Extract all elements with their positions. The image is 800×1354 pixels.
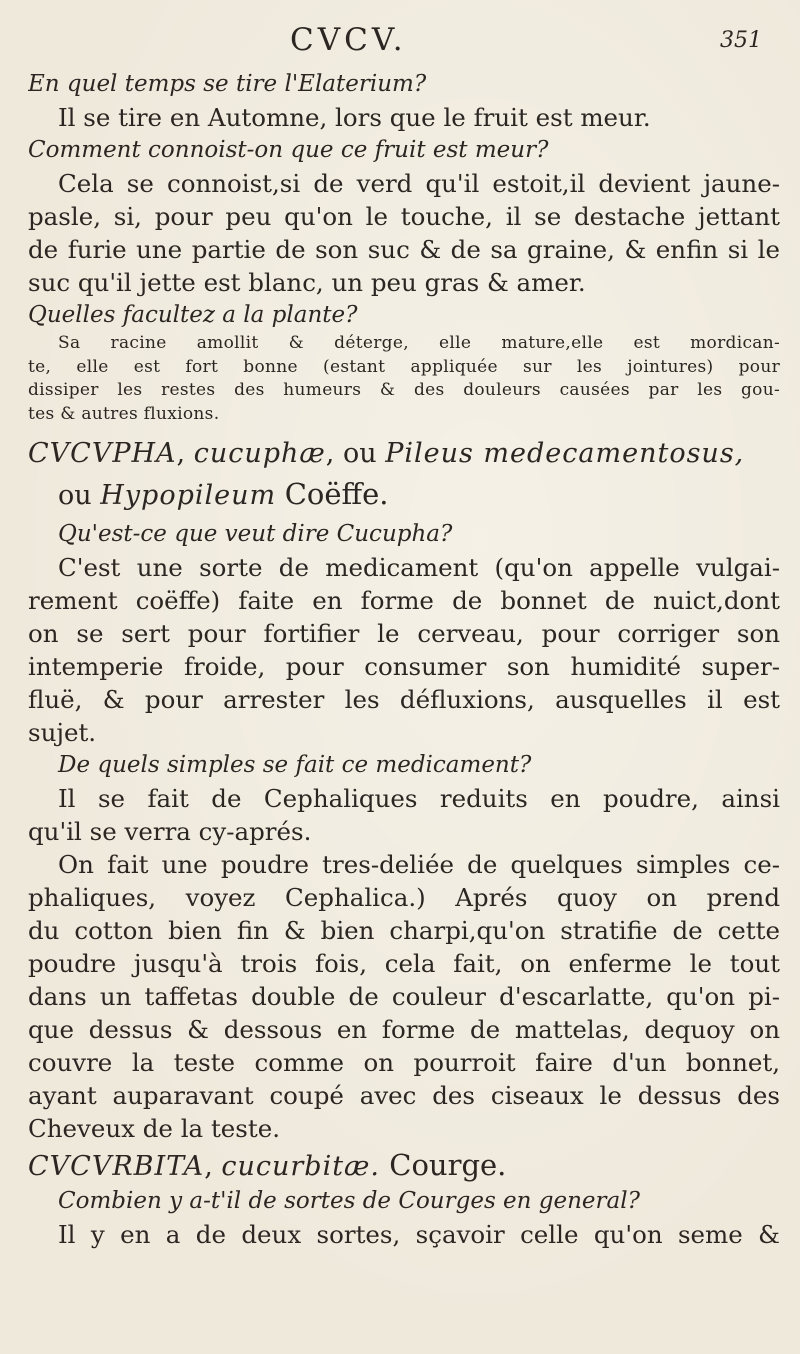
question-simples: De quels simples se fait ce medicament? <box>58 752 532 778</box>
small-text-line: dissiper les restes des humeurs & des douleurs causées par les gou- <box>28 380 780 400</box>
text-line: poudre jusqu'à trois fois, cela fait, on enferme le tout <box>28 949 780 978</box>
text-line: de furie une partie de son suc & de sa graine, & enfin si le <box>28 235 780 264</box>
text-line: Cheveux de la teste. <box>28 1114 280 1143</box>
text-line: Il se fait de Cephaliques reduits en poudre, ainsi <box>58 784 780 813</box>
text-line: que dessus & dessous en forme de mattelas, dequoy on <box>28 1015 780 1044</box>
headword-separator: , <box>176 438 194 469</box>
text-line: couvre la teste comme on pourroit faire d'un bonnet, <box>28 1048 780 1077</box>
text-line: qu'il se verra cy-aprés. <box>28 817 312 846</box>
page-header <box>0 22 800 62</box>
headword-oblique: cucurbitæ. <box>221 1151 381 1182</box>
page-text <box>28 68 780 1251</box>
text-line: phaliques, voyez Cephalica.) Aprés quoy on prend <box>28 883 780 912</box>
text-line: du cotton bien fin & bien charpi,qu'on stratifie de cette <box>28 916 780 945</box>
text-line: Il y en a de deux sortes, sçavoir celle qu'on seme & <box>58 1220 780 1249</box>
small-text-line: te, elle est fort bonne (estant appliquée sur les jointures) pour <box>28 356 780 377</box>
headword-latin: CVCVPHA <box>28 438 177 469</box>
headword-french: Coëffe. <box>284 477 389 511</box>
text-line: ayant auparavant coupé avec des ciseaux le dessus des <box>28 1081 780 1110</box>
text-line: intemperie froide, pour consumer son humidité super- <box>28 652 780 681</box>
answer-line: Il se tire en Automne, lors que le fruit est meur. <box>58 103 651 132</box>
question-fruit-meur: Comment connoist-on que ce fruit est meur? <box>28 137 549 163</box>
text-line: on se sert pour fortifier le cerveau, pour corriger son <box>28 619 780 648</box>
text-line: rement coëffe) faite en forme de bonnet de nuict,dont <box>28 586 780 615</box>
question-facultez: Quelles facultez a la plante? <box>28 302 358 328</box>
small-text-line: Sa racine amollit & déterge, elle mature,elle est mordican- <box>58 333 780 353</box>
headword-separator: , <box>204 1151 222 1182</box>
question-cucupha: Qu'est-ce que veut dire Cucupha? <box>58 521 453 547</box>
running-head: CVCV. <box>290 22 407 58</box>
headword-cucupha <box>28 434 780 474</box>
text-line: suc qu'il jette est blanc, un peu gras & amer. <box>28 268 586 297</box>
headword-cucurbita <box>28 1145 780 1185</box>
headword-separator: , ou <box>325 438 386 469</box>
question-courges: Combien y a-t'il de sortes de Courges en general? <box>58 1188 640 1214</box>
headword-latin-alt2: Hypopileum <box>100 480 277 511</box>
headword-oblique: cucuphæ <box>193 438 326 469</box>
text-line: pasle, si, pour peu qu'on le touche, il se destache jettant <box>28 202 780 231</box>
text-line: On fait une poudre tres-deliée de quelques simples ce- <box>58 850 780 879</box>
question-elaterium: En quel temps se tire l'Elaterium? <box>28 71 427 97</box>
headword-french: Courge. <box>380 1148 507 1182</box>
text-line: C'est une sorte de medicament (qu'on appelle vulgai- <box>58 553 780 582</box>
headword-latin-alt: Pileus medecamentosus, <box>385 438 745 469</box>
headword-cucupha-cont <box>28 474 780 514</box>
text-line: Cela se connoist,si de verd qu'il estoit,il devient jaune- <box>58 169 780 198</box>
text-line: sujet. <box>28 718 97 747</box>
headword-separator: ou <box>58 480 101 511</box>
page-number: 351 <box>720 28 762 53</box>
text-line: fluë, & pour arrester les défluxions, ausquelles il est <box>28 685 780 714</box>
small-text-line: tes & autres fluxions. <box>28 403 220 424</box>
headword-latin: CVCVRBITA <box>28 1151 205 1182</box>
text-line: dans un taffetas double de couleur d'escarlatte, qu'on pi- <box>28 982 780 1011</box>
